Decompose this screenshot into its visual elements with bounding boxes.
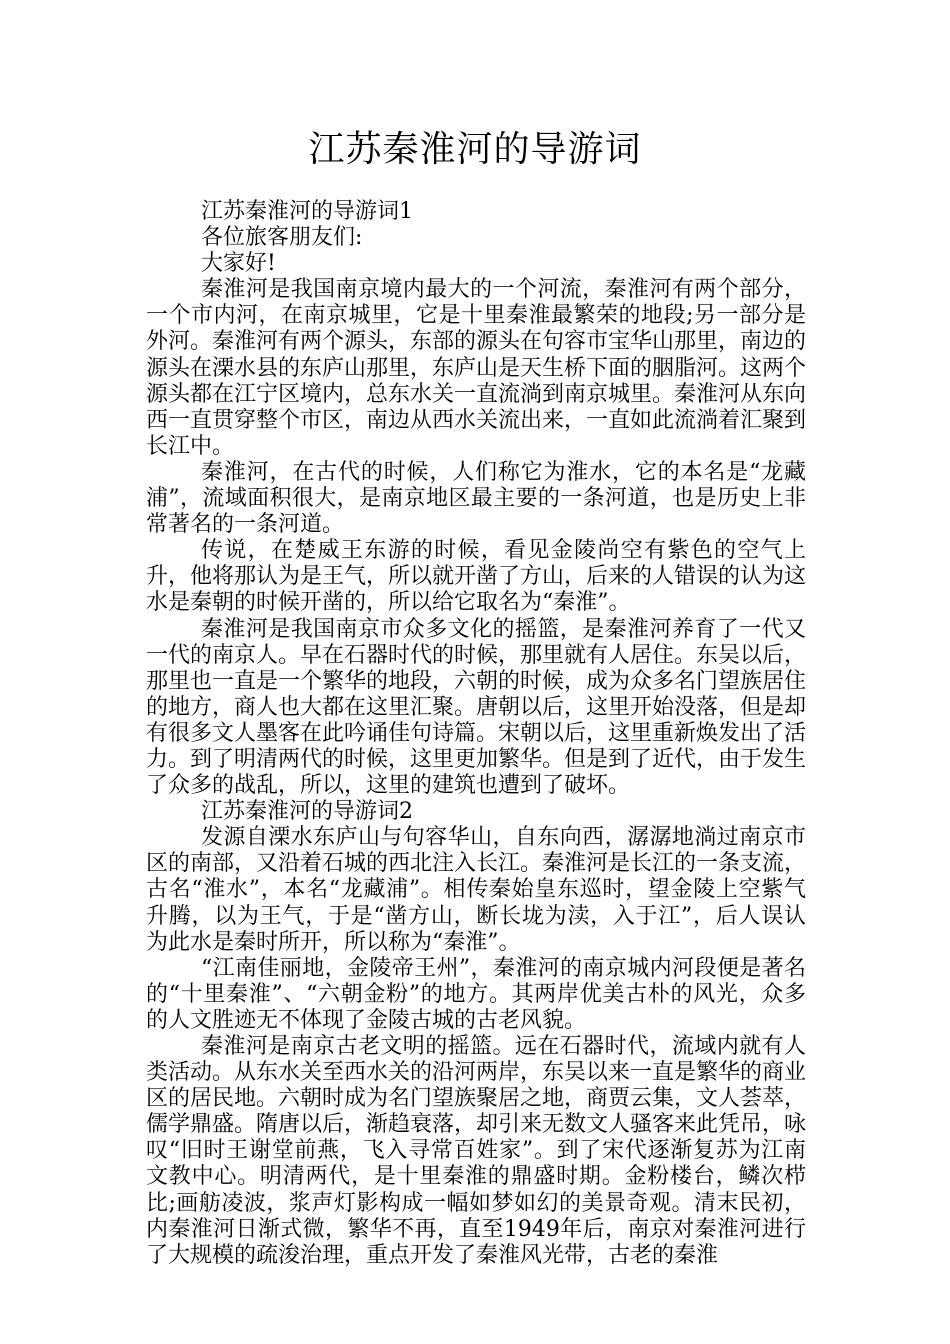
paragraph-hello: 大家好! bbox=[201, 251, 276, 277]
paragraph: 传说，在楚威王东游的时候，看见金陵尚空有紫色的空气上升，他将那认为是王气，所以就开凿了方山，后来的人错误的认为这水是秦朝的时候开凿的，所以给它取名为“秦淮”。 bbox=[146, 538, 807, 616]
paragraph: 秦淮河是南京古老文明的摇篮。远在石器时代，流域内就有人类活动。从东水关至西水关的沿河两岸，东吴以来一直是繁华的商业区的居民地。六朝时成为名门望族聚居之地，商贾云集，文人荟萃，儒学鼎盛。隋唐以后，渐趋衰落，却引来无数文人骚客来此凭吊，咏叹“旧时王谢堂前燕，飞入寻常百姓家”。到了宋代逐渐复苏为江南文教中心。明清两代，是十里秦淮的鼎盛时期。金粉楼台，鳞次栉比;画舫凌波，浆声灯影构成一幅如梦如幻的美景奇观。清末民初，内秦淮河日渐式微，繁华不再，直至1949年后，南京对秦淮河进行了大规模的疏浚治理，重点开发了秦淮风光带，古老的秦淮 bbox=[146, 1034, 807, 1268]
paragraph: 秦淮河是我国南京境内最大的一个河流，秦淮河有两个部分，一个市内河，在南京城里，它是十里秦淮最繁荣的地段;另一部分是外河。秦淮河有两个源头，东部的源头在句容市宝华山那里，南边的源头在溧水县的东庐山那里，东庐山是天生桥下面的胭脂河。这两个源头都在江宁区境内，总东水关一直流淌到南京城里。秦淮河从东向西一直贯穿整个市区，南边从西水关流出来，一直如此流淌着汇聚到长江中。 bbox=[146, 277, 807, 459]
paragraph: 发源自溧水东庐山与句容华山，自东向西，潺潺地淌过南京市区的南部，又沿着石城的西北注入长江。秦淮河是长江的一条支流，古名“淮水”，本名“龙藏浦”。相传秦始皇东巡时，望金陵上空紫气升腾，以为王气，于是“凿方山，断长垅为渎，入于江”，后人误认为此水是秦时所开，所以称为“秦淮”。 bbox=[146, 825, 807, 955]
paragraph: 秦淮河是我国南京市众多文化的摇篮，是秦淮河养育了一代又一代的南京人。早在石器时代的时候，那里就有人居住。东吴以后，那里也一直是一个繁华的地段，六朝的时候，成为众多名门望族居住的地方，商人也大都在这里汇聚。唐朝以后，这里开始没落，但是却有很多文人墨客在此吟诵佳句诗篇。宋朝以后，这里重新焕发出了活力。到了明清两代的时候，这里更加繁华。但是到了近代，由于发生了众多的战乱，所以，这里的建筑也遭到了破坏。 bbox=[146, 616, 807, 799]
paragraph-section-heading-1: 江苏秦淮河的导游词1 bbox=[201, 199, 413, 224]
paragraph: 秦淮河，在古代的时候，人们称它为淮水，它的本名是“龙藏浦”，流域面积很大，是南京地区最主要的一条河道，也是历史上非常著名的一条河道。 bbox=[146, 459, 806, 538]
paragraph: “江南佳丽地，金陵帝王州”，秦淮河的南京城内河段便是著名的“十里秦淮”、“六朝金粉”的地方。其两岸优美古朴的风光，众多的人文胜迹无不体现了金陵古城的古老风貌。 bbox=[146, 955, 806, 1033]
document-title: 江苏秦淮河的导游词 bbox=[308, 129, 642, 170]
paragraph-greeting: 各位旅客朋友们: bbox=[201, 225, 363, 251]
document-body bbox=[146, 199, 806, 1269]
paragraph-section-heading-2: 江苏秦淮河的导游词2 bbox=[201, 799, 413, 825]
